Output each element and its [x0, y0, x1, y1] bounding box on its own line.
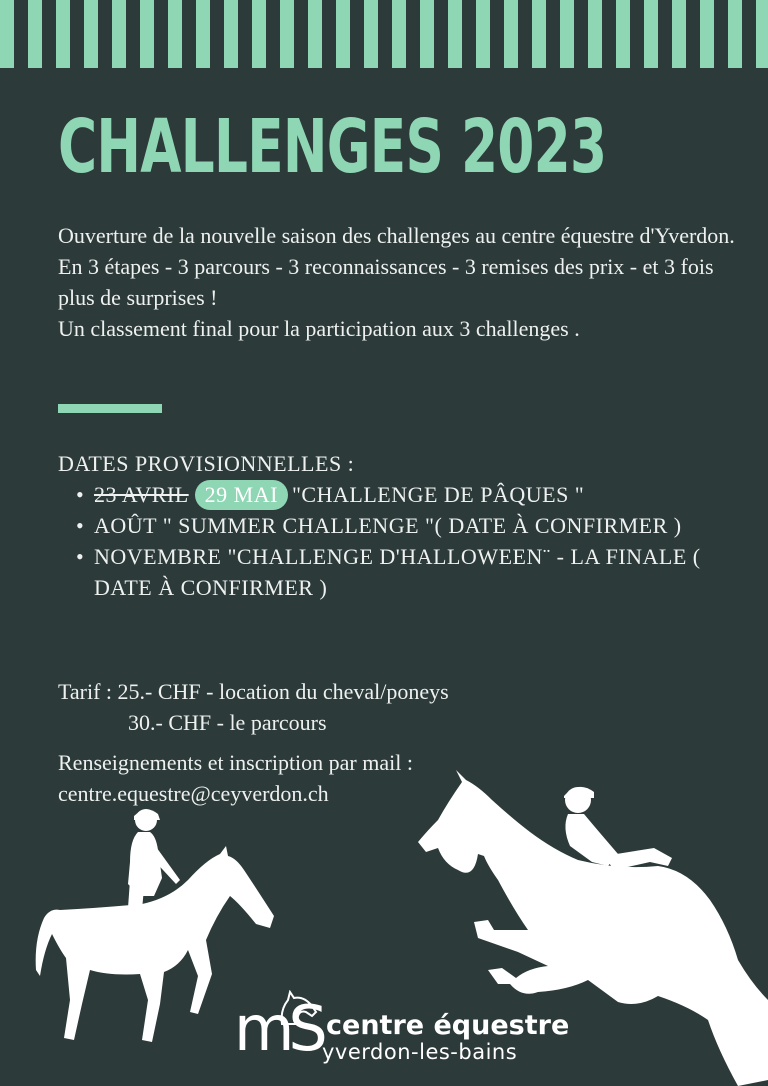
date-item-label: AOÛT " SUMMER CHALLENGE "( DATE À CONFIRMER ) — [94, 513, 682, 538]
pricing — [58, 676, 738, 738]
cancelled-date: 23 AVRIL — [94, 482, 189, 507]
contact-label: Renseignements et inscription par mail : — [58, 750, 413, 775]
page-title: CHALLENGES 2023 — [58, 104, 607, 190]
section-divider — [58, 404, 162, 413]
date-item-summer — [94, 510, 738, 541]
new-date-badge: 29 MAI — [195, 480, 288, 510]
dates-heading: DATES PROVISIONNELLES : — [58, 451, 355, 476]
price-line-course: 30.- CHF - le parcours — [128, 710, 327, 735]
logo-name: centre équestre — [326, 1010, 570, 1041]
date-item-label: "CHALLENGE DE PÂQUES " — [291, 482, 585, 507]
header-stripes — [0, 0, 768, 68]
intro-line-3: Un classement final pour la participation aux 3 challenges . — [58, 316, 580, 341]
contact-email[interactable]: centre.equestre@ceyverdon.ch — [58, 781, 329, 806]
intro-line-1: Ouverture de la nouvelle saison des challenges au centre équestre d'Yverdon. — [58, 223, 735, 248]
date-item-easter — [94, 479, 738, 510]
brand-logo — [234, 990, 570, 1070]
dates-section — [58, 448, 738, 603]
logo-mark: mS — [234, 992, 322, 1065]
logo-city: yverdon-les-bains — [322, 1040, 518, 1064]
date-item-label: NOVEMBRE "CHALLENGE D'HALLOWEEN¨ - LA FINALE ( DATE À CONFIRMER ) — [94, 544, 701, 600]
price-line-rental: Tarif : 25.- CHF - location du cheval/poneys — [58, 679, 449, 704]
horse-head-logo-icon — [278, 990, 318, 1026]
dates-list — [58, 479, 738, 603]
intro-text — [58, 220, 738, 344]
date-item-halloween — [94, 541, 738, 603]
intro-line-2: En 3 étapes - 3 parcours - 3 reconnaissances - 3 remises des prix - et 3 fois plus de surprises ! — [58, 254, 714, 310]
